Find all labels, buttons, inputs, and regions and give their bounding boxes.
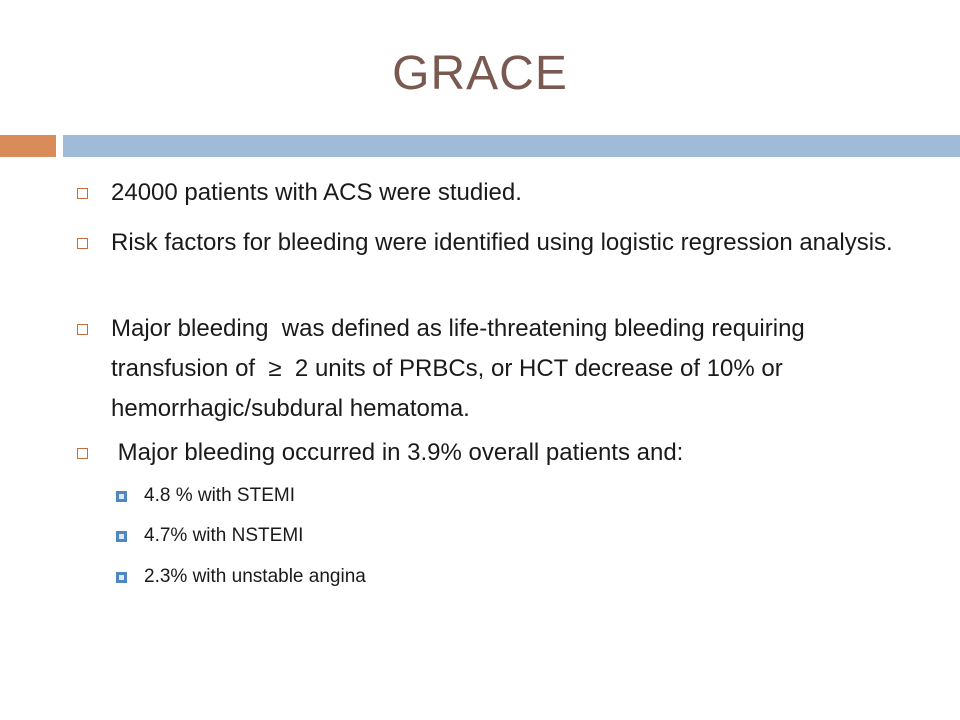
sub-bullet-text: 2.3% with unstable angina <box>144 566 366 587</box>
filled-square-bullet-icon <box>116 491 127 502</box>
sub-bullet-text: 4.7% with NSTEMI <box>144 525 304 546</box>
bullet-text: Major bleeding was defined as life-threatening bleeding requiring transfusion of ≥ 2 units of PRBCs, or HCT decrease of 10% or hemorrhagic/subdural hematoma. <box>111 315 812 422</box>
hollow-square-bullet-icon <box>77 448 88 459</box>
filled-square-bullet-icon <box>116 572 127 583</box>
hollow-square-bullet-icon <box>77 188 88 199</box>
bullet-text: 24000 patients with ACS were studied. <box>111 179 522 206</box>
slide-title: GRACE <box>392 47 568 100</box>
bullet-text: Major bleeding occurred in 3.9% overall patients and: <box>111 439 684 466</box>
bullet-text: Risk factors for bleeding were identified using logistic regression analysis. <box>111 229 893 256</box>
hollow-square-bullet-icon <box>77 238 88 249</box>
sub-bullet-text: 4.8 % with STEMI <box>144 485 295 506</box>
hollow-square-bullet-icon <box>77 324 88 335</box>
filled-square-bullet-icon <box>116 531 127 542</box>
